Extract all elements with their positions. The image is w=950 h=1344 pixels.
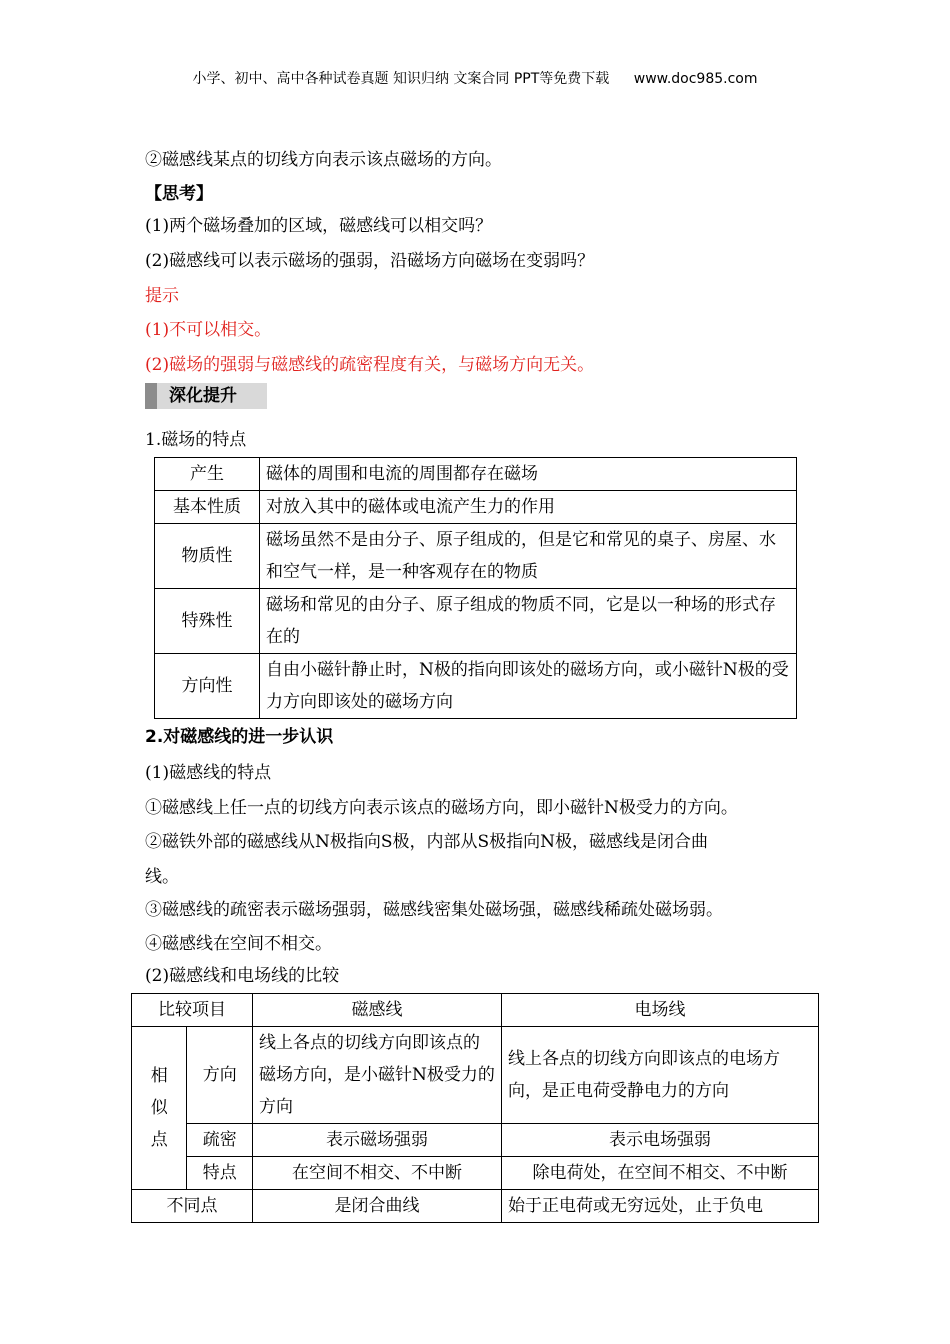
table-row xyxy=(132,1124,819,1157)
row-key: 物质性 xyxy=(155,524,260,589)
diff-elec: 始于正电荷或无穷远处，止于负电 xyxy=(502,1190,819,1223)
header-text: 小学、初中、高中各种试卷真题 知识归纳 文案合同 PPT等免费下载 xyxy=(192,71,610,87)
section-heading xyxy=(145,383,267,409)
density-mag: 表示磁场强弱 xyxy=(253,1124,502,1157)
feature-elec: 除电荷处，在空间不相交、不中断 xyxy=(502,1157,819,1190)
part2-p2a: ②磁铁外部的磁感线从N极指向S极，内部从S极指向N极，磁感线是闭合曲 xyxy=(145,832,709,852)
diff-label: 不同点 xyxy=(132,1190,253,1223)
header-elec: 电场线 xyxy=(502,994,819,1027)
similar-label xyxy=(132,1027,187,1190)
header-mag: 磁感线 xyxy=(253,994,502,1027)
answer-1: (1)不可以相交。 xyxy=(145,320,272,340)
table-row xyxy=(155,458,797,491)
comparison-table xyxy=(131,993,819,1223)
question-1: (1)两个磁场叠加的区域，磁感线可以相交吗？ xyxy=(145,216,493,236)
part2-sub2: (2)磁感线和电场线的比较 xyxy=(145,966,340,986)
row-value: 磁场和常见的由分子、原子组成的物质不同，它是以一种场的形式存在的 xyxy=(260,589,797,654)
think-title: 【思考】 xyxy=(145,184,213,204)
feature-mag: 在空间不相交、不中断 xyxy=(253,1157,502,1190)
row-key: 方向性 xyxy=(155,654,260,719)
diff-mag: 是闭合曲线 xyxy=(253,1190,502,1223)
text-line: ②磁感线某点的切线方向表示该点磁场的方向。 xyxy=(145,150,502,170)
part2-sub1: (1)磁感线的特点 xyxy=(145,763,272,783)
row-value: 自由小磁针静止时，N极的指向即该处的磁场方向，或小磁针N极的受力方向即该处的磁场方向 xyxy=(260,654,797,719)
magnetic-field-table xyxy=(154,457,797,719)
table-row xyxy=(155,589,797,654)
part1-title: 1.磁场的特点 xyxy=(145,430,247,450)
row-key: 基本性质 xyxy=(155,491,260,524)
part2-p3: ③磁感线的疏密表示磁场强弱，磁感线密集处磁场强，磁感线稀疏处磁场弱。 xyxy=(145,900,723,920)
part2-p1: ①磁感线上任一点的切线方向表示该点的磁场方向，即小磁针N极受力的方向。 xyxy=(145,798,738,818)
similar-text: 相似点 xyxy=(150,1066,168,1150)
direction-mag: 线上各点的切线方向即该点的磁场方向，是小磁针N极受力的方向 xyxy=(253,1027,502,1124)
header-site[interactable]: www.doc985.com xyxy=(633,71,758,87)
row-key: 特殊性 xyxy=(155,589,260,654)
table-row xyxy=(155,654,797,719)
table-row xyxy=(132,1027,819,1124)
hint-title: 提示 xyxy=(145,286,179,306)
question-2: (2)磁感线可以表示磁场的强弱，沿磁场方向磁场在变弱吗？ xyxy=(145,251,595,271)
table-row xyxy=(155,491,797,524)
direction-elec: 线上各点的切线方向即该点的电场方向，是正电荷受静电力的方向 xyxy=(502,1027,819,1124)
direction-label: 方向 xyxy=(187,1027,253,1124)
part2-p2b: 线。 xyxy=(145,867,179,887)
density-label: 疏密 xyxy=(187,1124,253,1157)
row-value: 磁场虽然不是由分子、原子组成的，但是它和常见的桌子、房屋、水和空气一样，是一种客观存在的物质 xyxy=(260,524,797,589)
feature-label: 特点 xyxy=(187,1157,253,1190)
part2-p4: ④磁感线在空间不相交。 xyxy=(145,934,332,954)
table-row xyxy=(155,524,797,589)
part2-title: 2.对磁感线的进一步认识 xyxy=(145,727,334,747)
table-row xyxy=(132,1157,819,1190)
row-value: 对放入其中的磁体或电流产生力的作用 xyxy=(260,491,797,524)
answer-2: (2)磁场的强弱与磁感线的疏密程度有关，与磁场方向无关。 xyxy=(145,355,595,375)
section-title: 深化提升 xyxy=(169,386,237,406)
page-header xyxy=(0,68,950,88)
table-row xyxy=(132,1190,819,1223)
density-elec: 表示电场强弱 xyxy=(502,1124,819,1157)
table-row xyxy=(132,994,819,1027)
header-item: 比较项目 xyxy=(132,994,253,1027)
row-value: 磁体的周围和电流的周围都存在磁场 xyxy=(260,458,797,491)
row-key: 产生 xyxy=(155,458,260,491)
